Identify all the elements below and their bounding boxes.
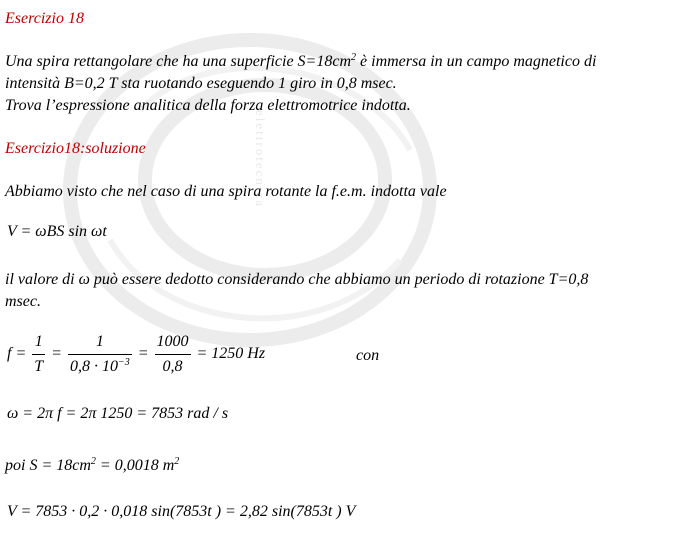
- exercise-title: Esercizio 18: [5, 10, 84, 27]
- statement-line-2: intensità B=0,2 T sta ruotando eseguendo 1 giro in 0,8 msec.: [5, 75, 397, 92]
- watermark-text: elettrotecnica: [253, 110, 268, 209]
- fraction-1000-over-08: $\frac{1000}{0,8}$: [156, 333, 189, 375]
- statement-line-3: Trova l’espressione analitica della forza elettromotrice indotta.: [5, 97, 411, 114]
- period-line-2: msec.: [5, 293, 41, 310]
- solution-title: Esercizio18:soluzione: [5, 140, 146, 157]
- statement-line-1: Una spira rettangolare che ha una superficie $S=18cm^2$ è immersa in un campo magnetico di: [5, 52, 597, 70]
- period-line-1: il valore di ω può essere dedotto considerando che abbiamo un periodo di rotazione T=0,8: [5, 271, 589, 288]
- solution-intro: Abbiamo visto che nel caso di una spira rotante la f.e.m. indotta vale: [5, 183, 447, 200]
- final-emf-equation: V = 7853 · 0,2 · 0,018 sin(7853t ) = 2,82 sin(7853t ) V: [7, 503, 356, 520]
- frequency-equation: f = $\frac{1}{T}$ = $\frac{1}{0,8 \cdot 10^{-3}}$ = $\frac{1000}{0,8}$ = 1250 Hz: [7, 333, 266, 375]
- fraction-1-over-period: $\frac{1}{0,8 \cdot 10^{-3}}$: [69, 333, 130, 375]
- area-conversion: poi $S = 18cm^2 = 0,0018$ $m^2$: [5, 456, 180, 474]
- formula-emf: V = ωBS sin ωt: [7, 223, 107, 240]
- con-label: con: [356, 347, 380, 364]
- fraction-1-over-T: $\frac{1}{T}$: [34, 333, 44, 375]
- omega-equation: ω = 2π f = 2π 1250 = 7853 rad / s: [7, 405, 229, 422]
